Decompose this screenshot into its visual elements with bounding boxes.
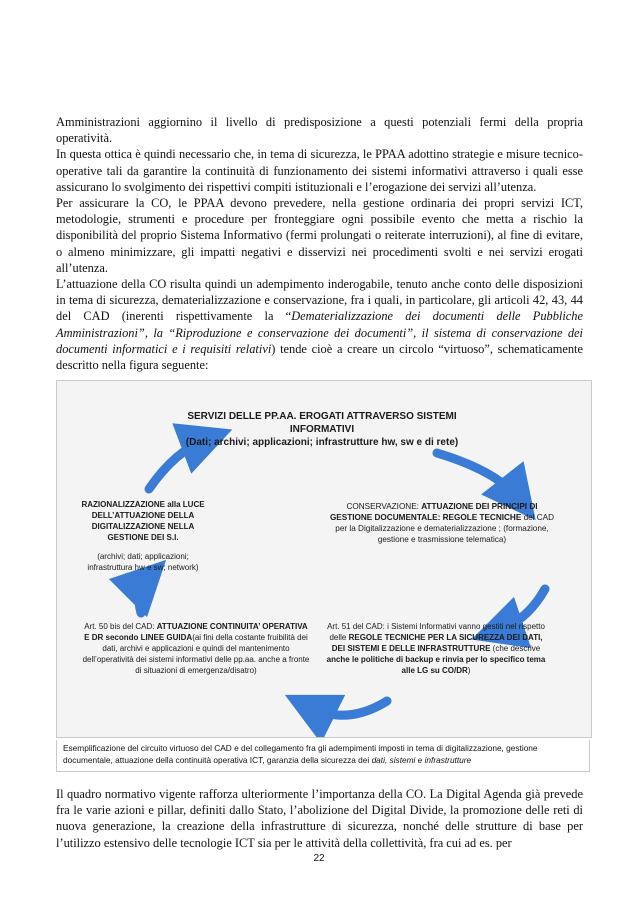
continuity-rest: (ai fini della costante fruibilità dei dati, archivi e applicazioni e quindi del mantenimento dell’operatività dei sistemi informativi delle pp.aa. anche a fronte di situazioni di emergenza/disatro)	[82, 633, 310, 675]
paragraph-4-italic: Dematerializzazione dei documenti delle Pubbliche Amministrazioni”, la “Riproduzione e conservazione dei documenti”, il sistema di conservazione dei documenti informatici e i requisiti relativi	[56, 309, 583, 356]
rationalization-detail: (archivi; dati; applicazioni; infrastruttura hw e sw; network)	[87, 552, 199, 572]
paragraph-1: Amministrazioni aggiornino il livello di predisposizione a questi potenziali fermi della propria operatività.	[56, 115, 583, 146]
continuity-bold: ATTUAZIONE CONTINUITA’ OPERATIVA E DR secondo LINEE GUIDA	[84, 622, 308, 642]
paragraph-5: Il quadro normativo vigente rafforza ulteriormente l’importanza della CO. La Digital Agenda già prevede fra le varie azioni e pillar, definiti dallo Stato, l’abolizione del Digital Divide, la promozione delle reti di nuova generazione, la creazione della infrastrutture di sicurezza, nonché delle strutture di base per l’utilizzo estensivo delle tecnologie ICT sia per le attività della collettività, fra cui ad es. per	[56, 787, 583, 850]
arrow-bottom	[309, 701, 387, 715]
services-subtitle: (Dati; archivi; applicazioni; infrastrutture hw, sw e di rete)	[185, 437, 459, 448]
security-mid: (che descrive	[490, 644, 541, 653]
paragraph-2: In questa ottica è quindi necessario che, in tema di sicurezza, le PPAA adottino strategie e misure tecnico-operative tali da garantire la continuità di funzionamento dei sistemi informativi attraverso i quali esse assicurano lo svolgimento dei rispettivi compiti istituzionali e l’erogazione dei servizi all’utenza.	[56, 147, 583, 194]
page-number: 22	[313, 853, 325, 864]
security-end: )	[467, 666, 471, 675]
security-bold-2: anche le politiche di backup e rinvia per lo specifico tema alle LG su CO/DR	[326, 655, 546, 675]
conservation-bold: ATTUAZIONE DEI PRINCIPI DI GESTIONE DOCUMENTALE: REGOLE TECNICHE	[329, 502, 538, 522]
figure-box-security	[325, 621, 547, 676]
paragraph-4	[56, 276, 583, 373]
cycle-figure	[56, 380, 592, 738]
paragraph-4-start: L’attuazione della CO risulta quindi un adempimento inderogabile, tenuto anche conto delle disposizioni in tema di sicurezza, dematerializzazione e conservazione, fra i quali, in particolare, gli articoli 42, 43, 44 del CAD (inerenti rispettivamente la “	[56, 277, 583, 324]
body-text-top	[56, 114, 583, 373]
caption-italic: dati, sistemi e infrastrutture	[371, 755, 472, 765]
arrow-left-up	[139, 579, 147, 613]
security-prefix: Art. 51 del CAD: i Sistemi Informativi vanno gestiti nel rispetto delle	[327, 622, 545, 642]
rationalization-title: RAZIONALIZZAZIONE alla LUCE DELL’ATTUAZIONE DELLA DIGITALIZZAZIONE NELLA GESTIONE DEI S.I.	[81, 500, 205, 542]
arrow-top-right	[437, 453, 519, 499]
conservation-prefix: CONSERVAZIONE:	[346, 502, 422, 511]
continuity-prefix: Art. 50 bis del CAD:	[84, 622, 157, 631]
caption-text: Esemplificazione del circuito virtuoso del CAD e del collegamento fra gli adempimenti imposti in tema di digitalizzazione, gestione documentale, attuazione della continuità operativa ICT, garanzia della sicurezza dei	[63, 743, 538, 765]
security-bold-1: REGOLE TECNICHE PER LA SICUREZZA DEI DATI, DEI SISTEMI E DELLE INFRASTRUTTURE	[331, 633, 543, 653]
figure-box-conservation	[327, 501, 557, 545]
paragraph-3: Per assicurare la CO, le PPAA devono prevedere, nella gestione ordinaria dei propri servizi ICT, metodologie, strumenti e procedure per fronteggiare ogni possibile evento che metta a rischio la disponibilità del proprio Sistema Informativo (fermi prolungati o reiterate interruzioni), al fine di evitare, o almeno minimizzare, gli impatti negativi e disservizi nei procedimenti svolti e nei servizi erogati all’utenza.	[56, 196, 583, 275]
figure-box-services	[177, 410, 467, 449]
figure-box-rationalization	[75, 499, 211, 573]
figure-caption	[56, 740, 590, 772]
figure-box-continuity	[81, 621, 311, 676]
services-title: SERVIZI DELLE PP.AA. EROGATI ATTRAVERSO SISTEMI INFORMATIVI	[187, 411, 457, 435]
body-text-bottom	[56, 786, 583, 851]
paragraph-4-end: ) tende cioè a creare un circolo “virtuoso”, schematicamente descritto nella figura seguente:	[56, 341, 583, 373]
conservation-rest: del CAD per la Digitalizzazione e dematerializzazione ; (formazione, gestione e trasmissione telematica)	[335, 513, 555, 544]
